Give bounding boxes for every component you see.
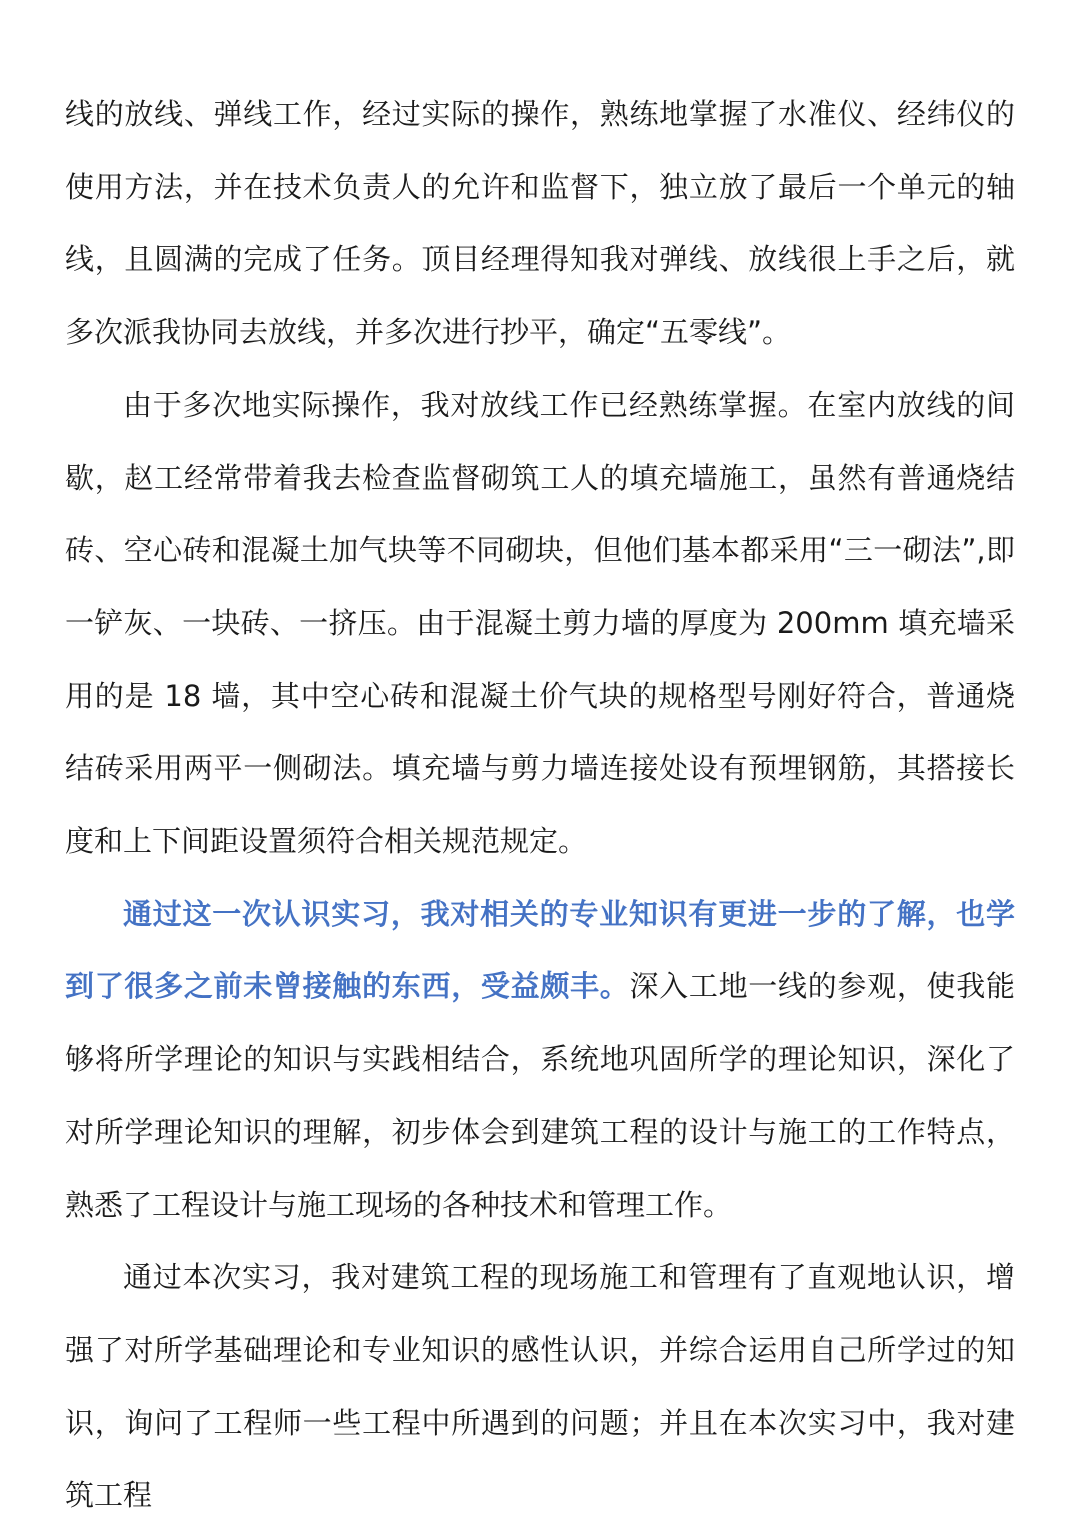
paragraph-2-text: 由于多次地实际操作，我对放线工作已经熟练掌握。在室内放线的间歇，赵工经常带着我去检查监督砌筑工人的填充墙施工，虽然有普通烧结砖、空心砖和混凝土加气块等不同砌块，但他们基本都采用“三一砌法”,即一铲灰、一块砖、一挤压。由于混凝土剪力墙的厚度为 200mm 填充墙采用的是 18 墙，其中空心砖和混凝土价气块的规格型号刚好符合，普通烧结砖采用两平一侧砌法。填充墙与剪力墙连接处设有预埋钢筋，其搭接长度和上下间距设置须符合相关规范规定。 <box>65 387 1015 859</box>
paragraph-3-text: 深入工地一线的参观，使我能够将所学理论的知识与实践相结合，系统地巩固所学的理论知识，深化了对所学理论知识的理解，初步体会到建筑工程的设计与施工的工作特点，熟悉了工程设计与施工现场的各种技术和管理工作。 <box>65 969 1015 1222</box>
document-page <box>65 78 1015 1532</box>
paragraph-1-text: 线的放线、弹线工作，经过实际的操作，熟练地掌握了水准仪、经纬仪的使用方法，并在技术负责人的允许和监督下，独立放了最后一个单元的轴线，且圆满的完成了任务。顶目经理得知我对弹线、放线很上手之后，就多次派我协同去放线，并多次进行抄平，确定“五零线”。 <box>65 97 1015 350</box>
paragraph-4-text: 通过本次实习，我对建筑工程的现场施工和管理有了直观地认识，增强了对所学基础理论和专业知识的感性认识，并综合运用自己所学过的知识，询问了工程师一些工程中所遇到的问题；并且在本次实习中，我对建筑工程 <box>65 1260 1015 1513</box>
paragraph-3 <box>65 878 1015 1242</box>
paragraph-3-highlight: 通过这一次认识实习，我对相关的专业知识有更进一步的了解，也学到了很多之前未曾接触的东西，受益颇丰。 <box>65 896 1015 1004</box>
paragraph-1 <box>65 78 1015 369</box>
paragraph-4 <box>65 1241 1015 1532</box>
paragraph-2 <box>65 369 1015 878</box>
